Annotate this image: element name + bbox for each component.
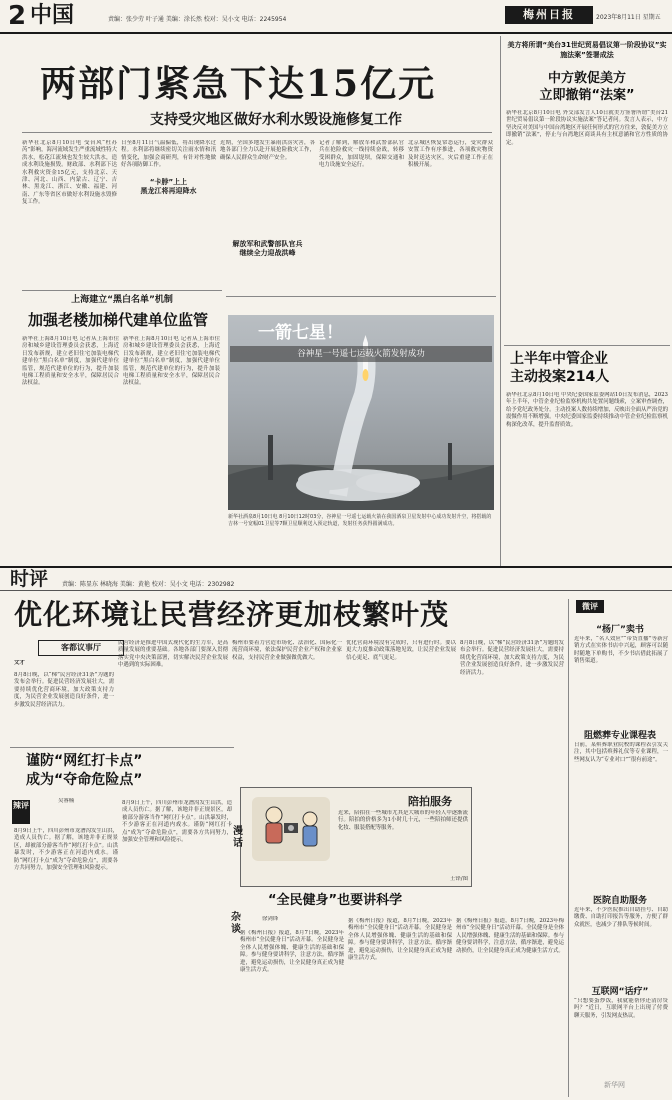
opinion-body-2: 民营经济是推进中国式现代化的生力军，是高质量发展的重要基础。各地各部门要深入贯彻落实党中央决策部署，切实解决民营企业发展中遇到的实际困难。	[118, 640, 228, 669]
right-mid-headline: 上半年中管企业 主动投案214人	[510, 351, 610, 385]
lead-kicker-1: “卡脖”上上 黑龙江将再迎降水	[140, 178, 197, 195]
photo-subtitle: 谷神星一号遥七运载火箭发射成功	[230, 346, 492, 362]
masthead	[0, 0, 672, 34]
watermark: 新华网	[604, 1081, 625, 1089]
third-opinion-body-2: 据《梅州日报》报道，8月7日晚，2023年梅州市“全民健身日”活动开幕。全民健身是全体人民增强体魄、健康生活的基础和保障。参与健身要讲科学，注意方法，循序渐进，避免运动损伤，让全民健身真正成为健康生活方式。	[348, 918, 452, 962]
third-opinion-body-3: 据《梅州日报》报道，8月7日晚，2023年梅州市“全民健身日”活动开幕。全民健身是全体人民增强体魄、健康生活的基础和保障。参与健身要讲科学，注意方法，循序渐进，避免运动损伤，让全民健身真正成为健康生活方式。	[456, 918, 564, 954]
micro-review-tag: 微评	[576, 600, 604, 613]
micro-review-body-1: 近年来，“名人效应”“带货直播”等新营销方式在实体书店中兴起，顾客可以随时随地下单购书，不少书店借此拓展了销售渠道。	[574, 636, 668, 665]
opinion-editors: 责编：陈显东 林晓海 美编：黄艳 校对：吴小文 电话：2302982	[62, 581, 235, 588]
column-badge	[38, 640, 124, 656]
column-divider	[500, 36, 501, 566]
lead-body-column-2: 日至8月11日气温偏低，将出现降水过程。水利部将继续密切关注雨水情和汛情变化，加强会商研判，有针对性地做好各项防御工作。	[121, 140, 216, 169]
cartoon-illustration	[252, 797, 330, 861]
rocket-launch-image	[228, 315, 494, 510]
opinion-section-name: 时评	[10, 568, 49, 590]
cartoon-title: 陪拍服务	[408, 795, 452, 808]
lead-kicker-2: 解放军和武警部队官兵 继续全力迎战洪峰	[232, 240, 303, 257]
second-opinion-body-1: 8月9日上午，四川彭州市龙漕沟发生山洪，造成人员伤亡。据了解，该地并非正规景区，却被部分游客当作“网红打卡点”。山洪暴发时，不少游客正在河道内戏水。谨防“网红打卡点”成为“夺命危险点”，需要各方共同努力，加强安全管理和风险提示。	[14, 828, 118, 872]
third-opinion-body-1: 据《梅州日报》报道，8月7日晚，2023年梅州市“全民健身日”活动开幕。全民健身是全体人民增强体魄、健康生活的基础和保障。参与健身要讲科学，注意方法，循序渐进，避免运动损伤，让全民健身真正成为健康生活方式。	[240, 930, 344, 974]
micro-review-body-3: 近年来，不少医院推出自助挂号、自助缴费、自助打印报告等服务，方便了群众就医，也减少了排队等候时间。	[574, 907, 668, 928]
micro-review-body-2: 日前，某殡葬职业院校的课程表引发关注，其中包括殡葬礼仪等专业课程，一些网友认为“专业对口”“很有前途”。	[574, 742, 668, 763]
divider	[504, 345, 670, 346]
photo-title: 一箭七星！	[258, 323, 343, 343]
right-top-headline: 中方敦促美方 立即撤销“法案”	[539, 71, 635, 103]
right-top-body: 新华社北京8月10日电 外交部发言人10日就美方签署所谓“美台21世纪贸易倡议第一阶段协议实施法案”答记者问。发言人表示，中方坚决反对美国与中国台湾地区开展任何形式的官方往来，敦促美方立即撤销“法案”，停止与台湾地区商谈具有主权意涵和官方性质的协定。	[506, 110, 668, 146]
right-top-kicker: 美方将所谓“美台31世纪贸易倡议第一阶段协议”实施法案”签署成法	[507, 41, 667, 59]
page-editors: 责编：张少劳 叶子通 美编：涂长然 校对：吴小文 电话：2245954	[108, 16, 287, 23]
divider	[22, 132, 492, 133]
opinion-headline: 优化环境让民营经济更加枝繁叶茂	[14, 598, 450, 631]
lead-body-column-1: 新华社北京8月10日电 受台风“杜苏芮”影响，海河流域发生严重流域性特大洪水，松花江流域也发生较大洪水，造成水利设施损毁。财政部、水利部下达水利救灾资金15亿元，支持北京、天津、河北、山西、内蒙古、辽宁、吉林、黑龙江、浙江、安徽、福建、河南、广东等省区市做好水利设施水毁修复工作。	[22, 140, 117, 206]
divider	[10, 747, 234, 748]
left-story-headline: 加强老楼加梯代建单位监管	[28, 311, 209, 329]
author-byline: 文才	[14, 660, 25, 666]
spicy-review-tag: 辣评	[12, 800, 30, 824]
micro-review-head-4: 互联网“话疗”	[591, 987, 649, 997]
right-mid-body: 新华社北京8月10日电 中央纪委国家监委网站10日发布消息，2023年上半年，中管企业纪检监察机构共处置问题线索，立案审查调查，给予党纪政务处分。主动投案人数持续增加，反映出全面从严治党的震慑作用不断增强。中央纪委国家监委持续推动中管企业纪检监察机构深化改革，提升监督质效。	[506, 392, 668, 428]
page-number: 2	[8, 1, 27, 31]
third-opinion-author: 徐剑锋	[262, 916, 279, 922]
opinion-body-3: 梅州市要着力营造市场化、法治化、国际化一流营商环境，依法保护民营企业产权和企业家权益，支持民营企业做强做优做大。	[232, 640, 342, 661]
divider	[226, 296, 496, 297]
second-opinion-body-2: 8月9日上午，四川彭州市龙漕沟发生山洪，造成人员伤亡。据了解，该地并非正规景区，却被部分游客当作“网红打卡点”。山洪暴发时，不少游客正在河道内戏水。谨防“网红打卡点”成为“夺命危险点”，需要各方共同努力，加强安全管理和风险提示。	[122, 800, 232, 844]
lead-body-column-5: 北京城区恢复常态运行，受灾群众安置工作有序推进，各项救灾物资及时送达灾区，灾后重建工作正在积极开展。	[408, 140, 493, 169]
second-opinion-headline: 谨防“网红打卡点” 成为“夺命危险点”	[26, 753, 143, 788]
third-opinion-tag: 杂谈	[231, 912, 241, 935]
cartoon-credit: 王铎/图	[450, 876, 468, 882]
section-divider	[0, 566, 672, 568]
column-badge-label: 客都议事厅	[61, 643, 101, 652]
divider	[22, 290, 222, 291]
photo-caption: 新华社酒泉8月10日电 8月10日12时03分，谷神星一号遥七运载火箭在我国酒泉卫星发射中心成功发射升空，将搭载的吉林一号宽幅01卫星等7颗卫星顺利送入预定轨道，发射任务获得圆满成功。	[228, 514, 492, 527]
micro-review-head-3: 医院自助服务	[592, 896, 647, 906]
third-opinion-headline: “全民健身”也要讲科学	[268, 893, 403, 908]
cartoon-tag: 漫话	[233, 826, 243, 849]
lead-subhead: 支持受灾地区做好水利水毁设施修复工作	[150, 112, 402, 128]
lead-body-column-4: 记者了解到，解放军和武警部队官兵在抢险救灾一线持续奋战，转移受困群众，加固堤坝，保障交通和电力设施安全运行。	[319, 140, 404, 169]
micro-review-head-2: 阻燃葬专业课程表	[583, 731, 656, 741]
rocket-launch-photo	[228, 315, 494, 510]
left-story-body-2: 新华社上海8月10日电 记者从上海市住房和城乡建设管理委员会获悉，上海近日发布新规，建立老旧住宅加装电梯代建单位“黑白名单”制度，加强代建单位监管，规范代建单位的行为，提升加装电梯工程质量和安全水平，保障居民合法权益。	[123, 336, 220, 387]
left-story-body-1: 新华社上海8月10日电 记者从上海市住房和城乡建设管理委员会获悉，上海近日发布新规，建立老旧住宅加装电梯代建单位“黑白名单”制度，加强代建单位监管，规范代建单位的行为，提升加装电梯工程质量和安全水平，保障居民合法权益。	[22, 336, 119, 387]
micro-review-body-4: “只想要蛋炒饭，我就能帮你还清房贷吗？”近日，互联网平台上出现了付费聊天服务，引发网友热议。	[574, 998, 668, 1019]
opinion-body-1: 8月8日晚，以“梯”民营经济31条”为题的发布会举行。促进民营经济发展壮大，需要持续优化营商环境，加大政策支持力度，为民营企业发展创造良好条件，进一步激发民营经济活力。	[14, 672, 114, 708]
photographer-cartoon-icon	[252, 797, 330, 861]
paper-logo: 梅州日报	[505, 6, 593, 24]
left-story-kicker: 上海建立“黑白名单”机制	[71, 295, 173, 305]
section-name: 中国	[30, 3, 75, 28]
cartoon-body: 近来，陪拍在一些城市尤其是大城市的年轻人中逐渐流行。陪拍的价格多为1小时几十元，一些陪拍师还提供化妆、服装搭配等服务。	[338, 810, 468, 831]
issue-date: 2023年8月11日 星期五	[596, 14, 661, 21]
lead-headline: 两部门紧急下达15亿元	[40, 63, 437, 105]
opinion-body-5: 8月8日晚，以“梯”民营经济31条”为题的发布会举行。促进民营经济发展壮大，需要持续优化营商环境，加大政策支持力度，为民营企业发展创造良好条件，进一步激发民营经济活力。	[460, 640, 564, 676]
opinion-body-4: 优化营商环境没有完成时，只有进行时。要以更大力度推动政策落地见效，让民营企业发展信心更足、底气更足。	[346, 640, 456, 661]
lead-body-column-3: 近期，全国多地发生暴雨洪涝灾害，各地各部门全力以赴开展抢险救灾工作，确保人民群众生命财产安全。	[220, 140, 315, 161]
second-opinion-author: 吴睿楠	[58, 798, 75, 804]
micro-review-head-1: “杨厂”卖书	[596, 625, 644, 635]
